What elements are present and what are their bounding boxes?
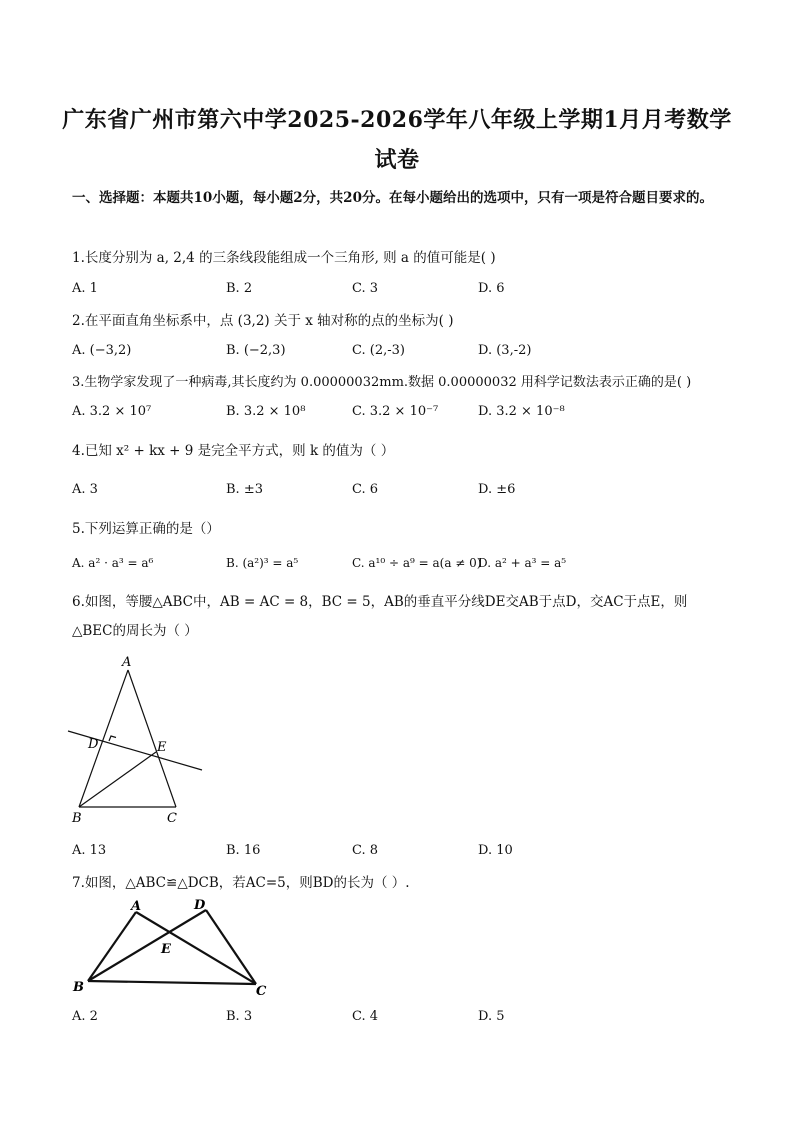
q3-option-b[interactable]: B. 3.2 × 10⁸ — [226, 404, 306, 419]
q6-label-e: E — [157, 740, 167, 755]
q7-segment-bd — [88, 910, 206, 981]
q7-triangles-figure — [70, 895, 275, 1000]
q6-label-a: A — [122, 655, 132, 670]
q7-segment-bc — [88, 981, 256, 984]
q5-option-d[interactable]: D. a² + a³ = a⁵ — [478, 556, 567, 570]
question-3-stem: 3.生物学家发现了一种病毒,其长度约为 0.00000032mm.数据 0.00000032 用科学记数法表示正确的是( ) — [72, 375, 692, 390]
question-1-stem: 1.长度分别为 a, 2,4 的三条线段能组成一个三角形, 则 a 的值可能是( ) — [72, 250, 496, 266]
q3-option-d[interactable]: D. 3.2 × 10⁻⁸ — [478, 404, 565, 419]
q7-option-b[interactable]: B. 3 — [226, 1009, 253, 1024]
question-5-options — [72, 556, 722, 578]
q5-option-a[interactable]: A. a² · a³ = a⁶ — [72, 556, 154, 570]
q2-option-b[interactable]: B. (−2,3) — [226, 343, 286, 358]
question-7-options — [72, 1009, 722, 1031]
q1-option-a[interactable]: A. 1 — [72, 281, 98, 296]
q4-option-a[interactable]: A. 3 — [72, 482, 98, 497]
q7-label-c: C — [256, 984, 267, 999]
q2-option-c[interactable]: C. (2,-3) — [352, 343, 405, 358]
q7-segment-dc — [206, 910, 256, 984]
q7-option-a[interactable]: A. 2 — [72, 1009, 98, 1024]
q6-triangle-figure — [66, 652, 216, 832]
question-4-stem: 4.已知 x² + kx + 9 是完全平方式，则 k 的值为（ ） — [72, 443, 395, 459]
q7-option-d[interactable]: D. 5 — [478, 1009, 505, 1024]
q1-option-c[interactable]: C. 3 — [352, 281, 379, 296]
q3-option-c[interactable]: C. 3.2 × 10⁻⁷ — [352, 404, 439, 419]
q1-option-b[interactable]: B. 2 — [226, 281, 253, 296]
q7-label-b: B — [73, 980, 84, 995]
q6-option-d[interactable]: D. 10 — [478, 843, 513, 858]
q6-option-b[interactable]: B. 16 — [226, 843, 261, 858]
q2-option-a[interactable]: A. (−3,2) — [72, 343, 132, 358]
q3-option-a[interactable]: A. 3.2 × 10⁷ — [72, 404, 152, 419]
q6-segment-ab — [79, 670, 128, 807]
question-7-stem: 7.如图，△ABC≌△DCB，若AC=5，则BD的长为（ ）. — [72, 875, 410, 891]
q7-label-a: A — [131, 899, 142, 914]
q6-label-b: B — [72, 811, 82, 826]
q7-label-d: D — [194, 898, 206, 913]
question-2-stem: 2.在平面直角坐标系中，点 (3,2) 关于 x 轴对称的点的坐标为( ) — [72, 313, 454, 329]
q7-segment-ac — [136, 912, 256, 984]
question-5-stem: 5.下列运算正确的是（） — [72, 521, 220, 537]
q7-option-c[interactable]: C. 4 — [352, 1009, 379, 1024]
q4-option-c[interactable]: C. 6 — [352, 482, 379, 497]
q4-option-b[interactable]: B. ±3 — [226, 482, 263, 497]
section-heading: 一、选择题：本题共10小题，每小题2分，共20分。在每小题给出的选项中，只有一项是符合题目要求的。 — [72, 190, 713, 206]
q5-option-c[interactable]: C. a¹⁰ ÷ a⁹ = a(a ≠ 0) — [352, 556, 482, 570]
q2-option-d[interactable]: D. (3,-2) — [478, 343, 532, 358]
q6-segment-ac — [128, 670, 176, 807]
q6-label-d: D — [88, 737, 99, 752]
question-6-options — [72, 843, 722, 865]
q1-option-d[interactable]: D. 6 — [478, 281, 505, 296]
page-title: 广东省广州市第六中学2025-2026学年八年级上学期1月月考数学试卷 — [62, 107, 732, 173]
q6-option-c[interactable]: C. 8 — [352, 843, 379, 858]
question-1-options — [72, 281, 722, 303]
q6-option-a[interactable]: A. 13 — [72, 843, 107, 858]
q7-label-e: E — [161, 942, 171, 957]
question-4-options — [72, 482, 722, 504]
question-3-options — [72, 404, 722, 426]
q6-right-angle-mark — [109, 736, 116, 741]
q5-option-b[interactable]: B. (a²)³ = a⁵ — [226, 556, 299, 570]
question-2-options — [72, 343, 722, 365]
q7-segment-ab — [88, 912, 136, 981]
question-6-stem: 6.如图，等腰△ABC中，AB = AC = 8，BC = 5，AB的垂直平分线DE交AB于点D，交AC于点E，则△BEC的周长为（ ） — [72, 594, 688, 639]
q4-option-d[interactable]: D. ±6 — [478, 482, 516, 497]
q6-label-c: C — [167, 811, 177, 826]
q6-segment-be — [79, 752, 156, 807]
